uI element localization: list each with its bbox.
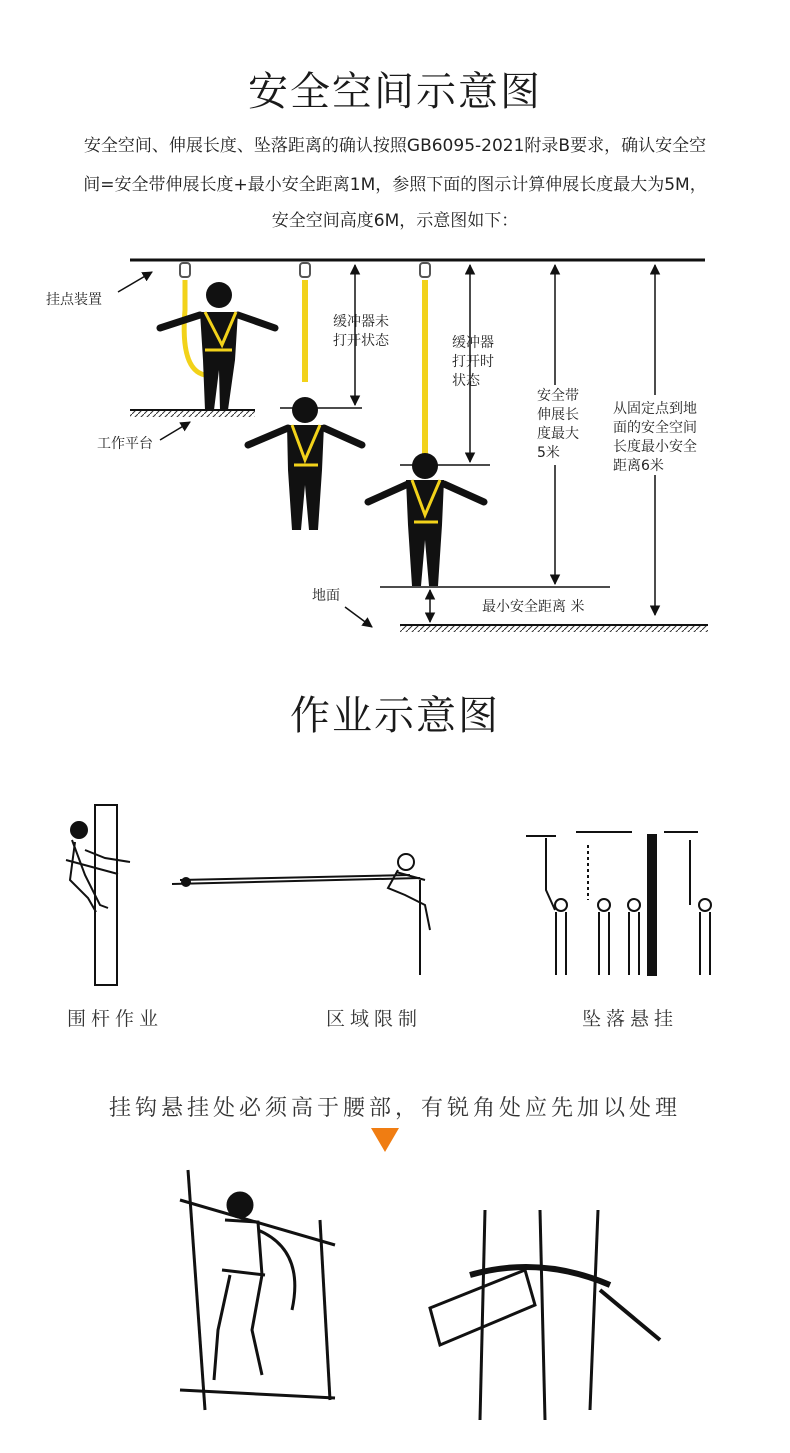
buffer-open-line1: 缓冲器 xyxy=(452,335,494,351)
buffer-closed-line2: 打开状态 xyxy=(333,333,389,349)
notice-text: 挂钩悬挂处必须高于腰部，有锐角处应先加以处理 xyxy=(108,1096,681,1121)
platform-label: 工作平台 xyxy=(97,436,153,452)
intro-line-3: 安全空间高度6M，示意图如下： xyxy=(271,211,519,231)
clearance-line3: 长度最小安全 xyxy=(613,439,697,455)
extension-line3: 度最大 xyxy=(537,426,579,442)
clearance-line4: 距离6米 xyxy=(613,458,664,474)
clearance-line1: 从固定点到地 xyxy=(613,401,697,417)
extension-line4: 5米 xyxy=(537,445,560,461)
intro-line-1: 安全空间、伸展长度、坠落距离的确认按照GB6095-2021附录B要求，确认安全空 xyxy=(83,136,707,156)
down-triangle-icon xyxy=(371,1128,399,1152)
caption-fall-arrest: 坠落悬挂 xyxy=(582,1008,679,1030)
sharp-edge-figure xyxy=(430,1210,660,1420)
extension-line1: 安全带 xyxy=(537,388,579,404)
anchor-label: 挂点装置 xyxy=(46,292,102,308)
caption-pole-work: 围杆作业 xyxy=(67,1008,164,1030)
caption-area-restriction: 区域限制 xyxy=(326,1008,423,1030)
scaffold-worker-figure xyxy=(180,1170,335,1410)
page-title: 安全空间示意图 xyxy=(248,69,542,115)
ground-label: 地面 xyxy=(312,588,340,604)
extension-line2: 伸展长 xyxy=(537,407,579,423)
work-title: 作业示意图 xyxy=(290,693,500,739)
buffer-open-line2: 打开时 xyxy=(452,354,494,370)
intro-line-2: 间=安全带伸展长度+最小安全距离1M，参照下面的图示计算伸展长度最大为5M， xyxy=(83,175,707,195)
clearance-line2: 面的安全空间 xyxy=(613,420,697,436)
buffer-open-line3: 状态 xyxy=(452,373,480,389)
min-distance-label: 最小安全距离 米 xyxy=(482,599,585,615)
buffer-closed-line1: 缓冲器未 xyxy=(333,314,389,330)
